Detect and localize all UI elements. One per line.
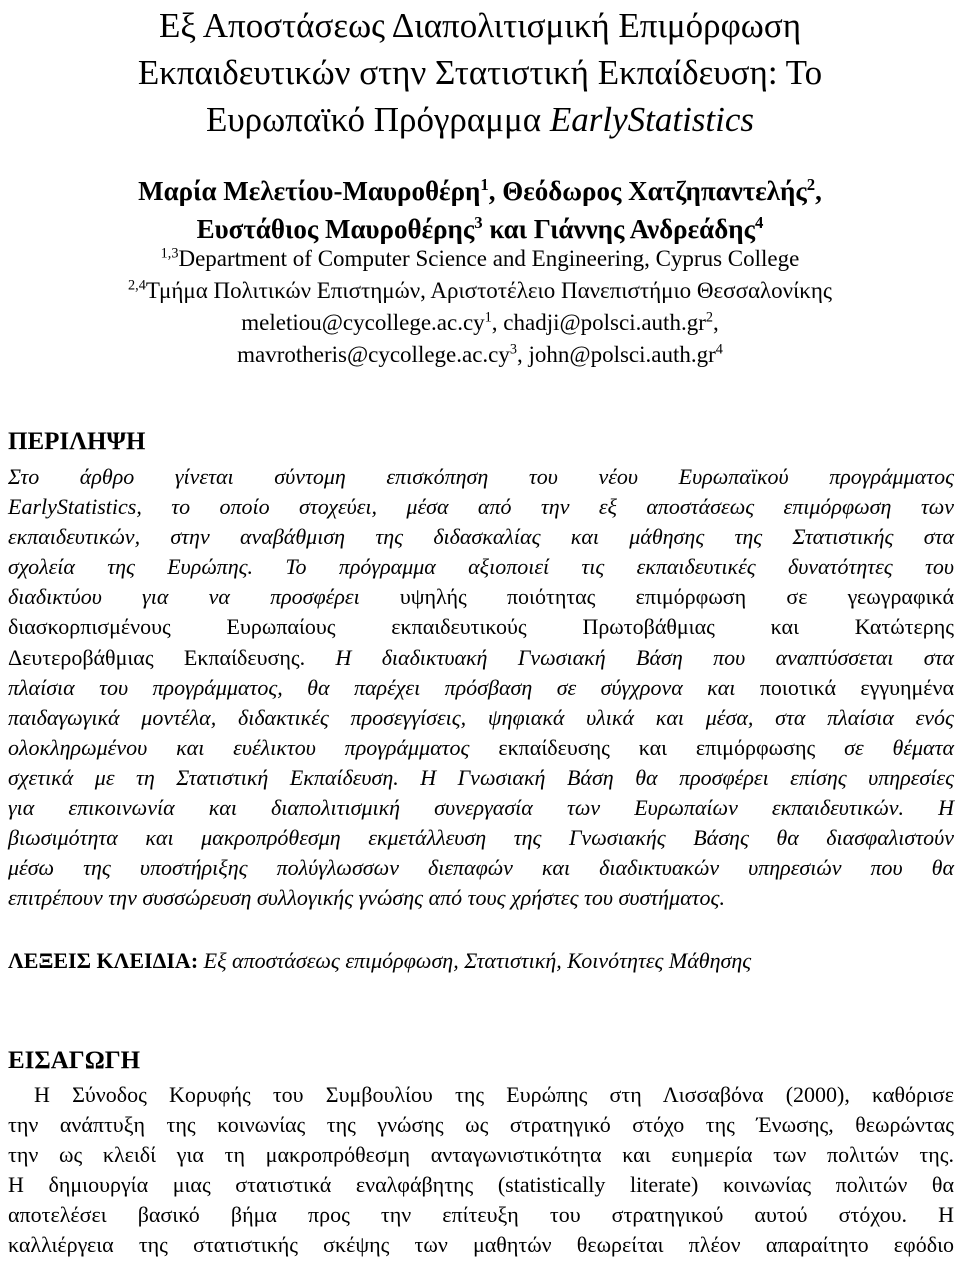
intro-line: καλλιέργεια της στατιστικής σκέψης των μαθητών θεωρείται πλέον απαραίτητο εφόδιο: [8, 1232, 954, 1258]
introduction-body: [8, 1080, 954, 1261]
program-name: EarlyStatistics: [549, 100, 755, 139]
author-affiliation-mark: 1: [480, 174, 489, 194]
email-mark: 2: [705, 309, 713, 326]
paper-title: [0, 2, 960, 143]
affiliation-text: Department of Computer Science and Engineering, Cyprus College: [178, 246, 800, 271]
affiliation-line: [0, 243, 960, 275]
abstract-line: διασκορπισμένους Ευρωπαίους εκπαιδευτικούς Πρωτοβάθμιας και Κατώτερης: [8, 614, 954, 640]
title-line: [0, 96, 960, 143]
abstract-line: εκπαιδευτικών, στην αναβάθμιση της διδασκαλίας και μάθησης της Στατιστικής στα: [8, 524, 954, 550]
abstract-line: για επικοινωνία και διαπολιτισμική συνεργασία των Ευρωπαίων εκπαιδευτικών. Η: [8, 795, 954, 821]
abstract-text: Δευτεροβάθμιας Εκπαίδευσης.: [8, 644, 336, 670]
affiliation-line: [0, 275, 960, 307]
author-name: , Θεόδωρος Χατζηπαντελής: [488, 176, 807, 206]
abstract-line: Στο άρθρο γίνεται σύντομη επισκόπηση του νέου Ευρωπαϊκού προγράμματος: [8, 464, 954, 489]
affiliations: [0, 243, 960, 371]
author-affiliation-mark: 2: [806, 174, 816, 194]
email: , chadji@polsci.auth.gr: [491, 310, 706, 335]
keywords-text: Εξ αποστάσεως επιμόρφωση, Στατιστική, Κοινότητες Μάθησης: [203, 948, 752, 973]
author-affiliation-mark: 4: [754, 212, 764, 232]
introduction-heading: ΕΙΣΑΓΩΓΗ: [8, 1047, 141, 1074]
abstract-line: σχολεία της Ευρώπης. Το πρόγραμμα αξιοποιεί τις εκπαιδευτικές δυνατότητες του: [8, 554, 954, 580]
author-name: Ευστάθιος Μαυροθέρης: [196, 214, 475, 244]
abstract-heading: ΠΕΡΙΛΗΨΗ: [8, 428, 146, 455]
abstract-line: EarlyStatistics, το οποίο στοχεύει, μέσα από την εξ αποστάσεως επιμόρφωση των: [8, 494, 954, 520]
email-line: [0, 339, 960, 371]
abstract-line: μέσω της υποστήριξης πολύγλωσσων διεπαφών και διαδικτυακών υπηρεσιών που θα: [8, 855, 954, 881]
abstract-text: υψηλής ποιότητας επιμόρφωση σε γεωγραφικά: [399, 584, 954, 610]
email: mavrotheris@cycollege.ac.cy: [237, 342, 510, 367]
abstract-body: [8, 462, 954, 913]
email-mark: 3: [509, 341, 517, 358]
title-line: Εκπαιδευτικών στην Στατιστική Εκπαίδευση: Το: [137, 53, 823, 92]
intro-line: την ανάπτυξη της κοινωνίας της γνώσης ως στρατηγικό στόχο της Ένωσης, θεωρώντας: [8, 1112, 954, 1138]
author-name: Μαρία Μελετίου-Μαυροθέρη: [138, 176, 481, 206]
abstract-text: εκπαίδευσης και επιμόρφωσης: [498, 734, 816, 760]
abstract-line: [8, 733, 954, 763]
affiliation-mark: 1,3: [160, 245, 179, 262]
intro-line: Η δημιουργία μιας στατιστικά εναλφάβητης (statistically literate) κοινωνίας πολιτών θα: [8, 1172, 954, 1198]
author-name: και Γιάννης Ανδρεάδης: [482, 214, 755, 244]
separator: ,: [712, 310, 719, 335]
keywords-label: ΛΕΞΕΙΣ ΚΛΕΙΔΙΑ:: [8, 948, 204, 973]
email-mark: 1: [484, 309, 492, 326]
title-text: Ευρωπαϊκό Πρόγραμμα: [205, 100, 550, 139]
email-line: [0, 307, 960, 339]
email: , john@polsci.auth.gr: [517, 342, 716, 367]
intro-line: αποτελέσει βασικό βήμα προς την επίτευξη του στρατηγικού αυτού στόχου. Η: [8, 1202, 954, 1228]
abstract-line: επιτρέπουν την συσσώρευση συλλογικής γνώσης από τους χρήστες του συστήματος.: [8, 885, 725, 911]
abstract-line: [8, 643, 954, 673]
abstract-text: σε θέματα: [815, 734, 954, 760]
abstract-text: διαδικτύου για να προσφέρει: [8, 584, 400, 610]
keywords: [8, 946, 954, 976]
abstract-line: σχετικά με τη Στατιστική Εκπαίδευση. Η Γνωσιακή Βάση θα προσφέρει επίσης υπηρεσίες: [8, 764, 954, 790]
abstract-line: βιωσιμότητα και μακροπρόθεσμη εκμετάλλευση της Γνωσιακής Βάσης θα διασφαλιστούν: [8, 825, 954, 851]
title-line: Εξ Αποστάσεως Διαπολιτισμική Επιμόρφωση: [158, 6, 801, 45]
abstract-text: ποιοτικά εγγυημένα: [759, 674, 955, 700]
abstract-line: [8, 582, 954, 612]
intro-line: Η Σύνοδος Κορυφής του Συμβουλίου της Ευρώπης στη Λισσαβόνα (2000), καθόρισε: [34, 1082, 954, 1107]
abstract-line: [8, 673, 954, 703]
intro-line: την ως κλειδί για τη μακροπρόθεσμη ανταγωνιστικότητα και ευημερία των πολιτών της.: [8, 1142, 954, 1168]
separator: ,: [815, 176, 822, 206]
abstract-line: παιδαγωγικά μοντέλα, διδακτικές προσεγγίσεις, ψηφιακά υλικά και μέσα, στα πλαίσια ενός: [8, 704, 954, 730]
email: meletiou@cycollege.ac.cy: [241, 310, 485, 335]
author-list: [0, 172, 960, 248]
abstract-text: ολοκληρωμένου και ευέλικτου προγράμματος: [8, 734, 499, 760]
author-line: [0, 172, 960, 210]
author-affiliation-mark: 3: [474, 212, 483, 232]
affiliation-text: Τμήμα Πολιτικών Επιστημών, Αριστοτέλειο Πανεπιστήμιο Θεσσαλονίκης: [145, 278, 832, 303]
abstract-text: πλαίσια του προγράμματος, θα παρέχει πρόσβαση σε σύγχρονα και: [8, 674, 760, 700]
affiliation-mark: 2,4: [128, 277, 146, 294]
abstract-text: Η διαδικτυακή Γνωσιακή Βάση που αναπτύσσεται στα: [335, 644, 954, 670]
email-mark: 4: [715, 341, 723, 358]
